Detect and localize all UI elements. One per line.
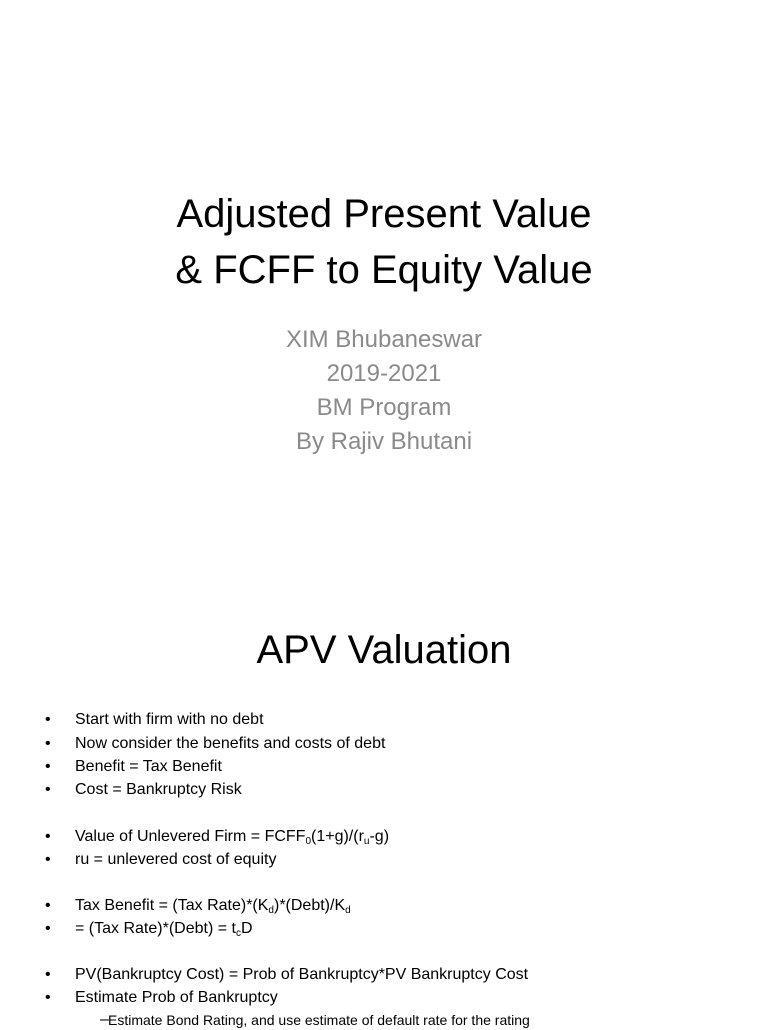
- bullet-marker: •: [45, 711, 51, 728]
- bullet-marker: •: [45, 920, 51, 937]
- bullet-marker: •: [45, 828, 51, 845]
- formula-unlevered-value: [75, 827, 389, 847]
- slide-title: [0, 186, 768, 298]
- dash-marker: –: [100, 1011, 109, 1028]
- subscript: u: [363, 836, 370, 847]
- formula-tax-shield: [75, 919, 253, 939]
- bullet-marker: •: [45, 781, 51, 798]
- subtitle-author: By Rajiv Bhutani: [295, 428, 473, 455]
- text-run: -g): [369, 828, 390, 845]
- bullet-marker: •: [45, 851, 51, 868]
- formula-tax-benefit: [75, 896, 351, 916]
- bullet-text: Cost = Bankruptcy Risk: [75, 781, 242, 798]
- apv-slide: [0, 576, 768, 1028]
- bullet-marker: •: [45, 989, 51, 1006]
- bullet-text: Estimate Prob of Bankruptcy: [75, 989, 278, 1006]
- text-run: (1+g)/(r: [311, 828, 364, 845]
- text-run: D: [240, 920, 253, 937]
- bullet-text: Benefit = Tax Benefit: [75, 758, 222, 775]
- title-line-1: Adjusted Present Value: [176, 192, 592, 236]
- sub-bullet-text: Estimate Bond Rating, and use estimate of default rate for the rating: [108, 1012, 530, 1028]
- slide-title: APV Valuation: [256, 628, 512, 672]
- bullet-marker: •: [45, 758, 51, 775]
- text-run: Tax Benefit = (Tax Rate)*(K: [75, 897, 269, 914]
- bullet-marker: •: [45, 735, 51, 752]
- slide-subtitle: [0, 323, 768, 459]
- bullet-marker: •: [45, 966, 51, 983]
- bullet-text: ru = unlevered cost of equity: [75, 851, 277, 868]
- subscript: c: [235, 928, 241, 939]
- text-run: )*(Debt)/K: [273, 897, 346, 914]
- subscript: 0: [305, 836, 311, 847]
- text-run: = (Tax Rate)*(Debt) = t: [75, 920, 236, 937]
- bullet-text: Start with firm with no debt: [75, 711, 264, 728]
- subscript: d: [345, 905, 351, 916]
- text-run: Value of Unlevered Firm = FCFF: [75, 828, 306, 845]
- bullet-text: PV(Bankruptcy Cost) = Prob of Bankruptcy*PV Bankruptcy Cost: [75, 966, 529, 983]
- bullet-text: Now consider the benefits and costs of debt: [75, 735, 386, 752]
- bullet-marker: •: [45, 897, 51, 914]
- subtitle-institution: XIM Bhubaneswar: [285, 326, 483, 353]
- title-line-2: & FCFF to Equity Value: [175, 248, 593, 292]
- subtitle-years: 2019-2021: [326, 360, 442, 387]
- subscript: d: [268, 905, 274, 916]
- subtitle-program: BM Program: [316, 394, 452, 421]
